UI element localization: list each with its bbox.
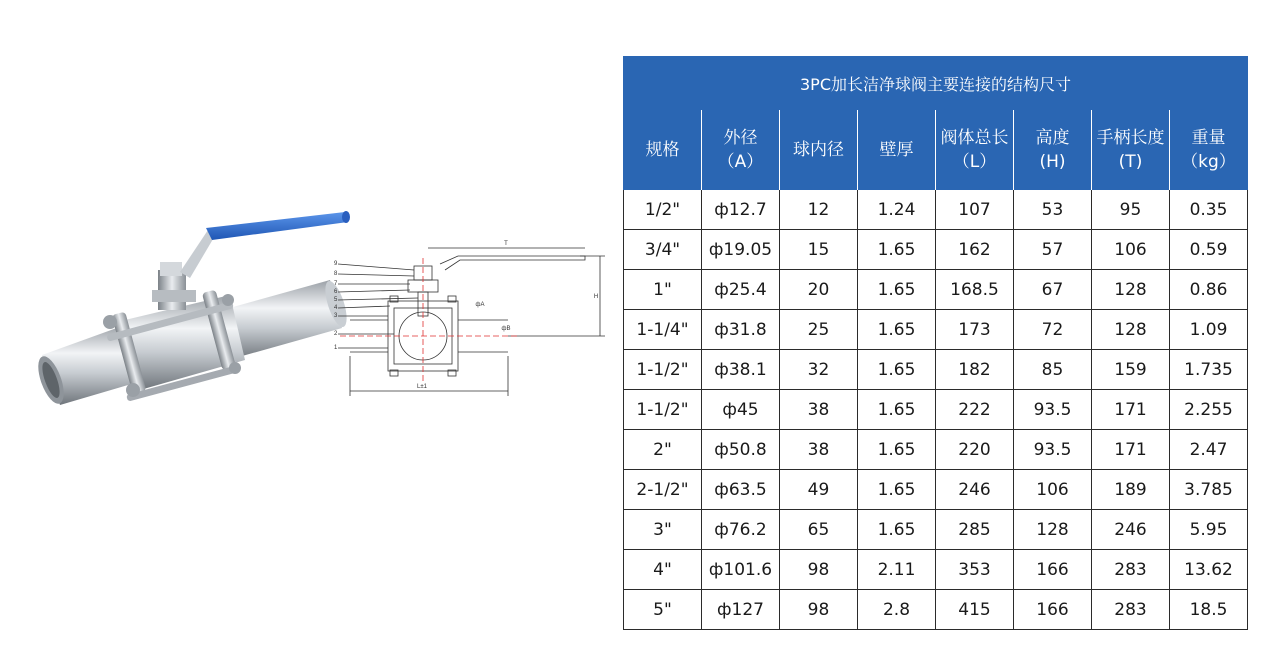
part-number: 5 xyxy=(334,297,338,303)
table-cell: 1.24 xyxy=(858,190,936,230)
table-cell: 220 xyxy=(936,430,1014,470)
dim-b-label: фB xyxy=(501,326,511,332)
table-cell: 67 xyxy=(1014,270,1092,310)
table-cell: 106 xyxy=(1092,230,1170,270)
table-cell: ф101.6 xyxy=(702,550,780,590)
table-cell: 353 xyxy=(936,550,1014,590)
table-cell: 57 xyxy=(1014,230,1092,270)
part-number: 1 xyxy=(334,345,338,351)
table-cell: 1.65 xyxy=(858,310,936,350)
table-row xyxy=(624,510,1248,550)
table-cell: 53 xyxy=(1014,190,1092,230)
table-row xyxy=(624,470,1248,510)
table-cell: 98 xyxy=(780,550,858,590)
table-cell: 20 xyxy=(780,270,858,310)
table-cell: 3.785 xyxy=(1170,470,1248,510)
table-cell: 168.5 xyxy=(936,270,1014,310)
table-row xyxy=(624,270,1248,310)
table-row xyxy=(624,590,1248,630)
table-cell: 159 xyxy=(1092,350,1170,390)
table-cell: 166 xyxy=(1014,550,1092,590)
header-size: 规格 xyxy=(624,110,702,191)
table-cell: 166 xyxy=(1014,590,1092,630)
table-cell: 128 xyxy=(1092,270,1170,310)
table-cell: 1.65 xyxy=(858,470,936,510)
table-cell: 93.5 xyxy=(1014,430,1092,470)
header-ball-bore: 球内径 xyxy=(780,110,858,191)
table-cell: 85 xyxy=(1014,350,1092,390)
table-cell: 18.5 xyxy=(1170,590,1248,630)
table-cell: ф127 xyxy=(702,590,780,630)
dim-a-label: фA xyxy=(475,302,485,308)
dim-length-label: L±1 xyxy=(417,384,427,390)
dimension-table xyxy=(623,56,1248,630)
table-cell: 4" xyxy=(624,550,702,590)
part-number: 4 xyxy=(334,305,338,311)
table-cell: 222 xyxy=(936,390,1014,430)
header-body-length: 阀体总长 （L） xyxy=(936,110,1014,191)
table-cell: 1.65 xyxy=(858,430,936,470)
table-cell: 162 xyxy=(936,230,1014,270)
table-cell: 246 xyxy=(1092,510,1170,550)
table-cell: 171 xyxy=(1092,430,1170,470)
table-cell: 173 xyxy=(936,310,1014,350)
table-header-row xyxy=(624,110,1248,191)
table-cell: 38 xyxy=(780,390,858,430)
table-cell: ф63.5 xyxy=(702,470,780,510)
table-cell: ф38.1 xyxy=(702,350,780,390)
table-cell: 25 xyxy=(780,310,858,350)
part-number: 9 xyxy=(334,261,338,267)
table-row xyxy=(624,430,1248,470)
table-cell: 1" xyxy=(624,270,702,310)
table-cell: 128 xyxy=(1014,510,1092,550)
table-cell: 106 xyxy=(1014,470,1092,510)
table-cell: ф45 xyxy=(702,390,780,430)
table-row xyxy=(624,190,1248,230)
table-row xyxy=(624,230,1248,270)
table-cell: 2.47 xyxy=(1170,430,1248,470)
table-cell: 182 xyxy=(936,350,1014,390)
table-cell: 15 xyxy=(780,230,858,270)
table-cell: 1.735 xyxy=(1170,350,1248,390)
table-cell: 0.59 xyxy=(1170,230,1248,270)
table-cell: 107 xyxy=(936,190,1014,230)
header-outer-diameter: 外径 （A） xyxy=(702,110,780,191)
table-row xyxy=(624,310,1248,350)
table-cell: 3/4" xyxy=(624,230,702,270)
table-cell: 1/2" xyxy=(624,190,702,230)
table-cell: 12 xyxy=(780,190,858,230)
table-cell: 415 xyxy=(936,590,1014,630)
table-cell: ф19.05 xyxy=(702,230,780,270)
table-cell: 1.09 xyxy=(1170,310,1248,350)
table-cell: 0.35 xyxy=(1170,190,1248,230)
table-cell: 65 xyxy=(780,510,858,550)
table-cell: 2.8 xyxy=(858,590,936,630)
table-title: 3PC加长洁净球阀主要连接的结构尺寸 xyxy=(624,57,1248,110)
table-cell: 2" xyxy=(624,430,702,470)
header-wall-thickness: 壁厚 xyxy=(858,110,936,191)
table-cell: 1.65 xyxy=(858,350,936,390)
table-cell: 1.65 xyxy=(858,510,936,550)
table-cell: 2.255 xyxy=(1170,390,1248,430)
part-number: 2 xyxy=(334,331,338,337)
table-cell: 0.86 xyxy=(1170,270,1248,310)
table-cell: ф76.2 xyxy=(702,510,780,550)
table-cell: 5.95 xyxy=(1170,510,1248,550)
ball-valve-photo xyxy=(30,200,360,430)
table-cell: 5" xyxy=(624,590,702,630)
table-body xyxy=(624,190,1248,630)
header-handle-length: 手柄长度 (T) xyxy=(1092,110,1170,191)
table-cell: 72 xyxy=(1014,310,1092,350)
dim-height-label: H xyxy=(593,294,599,300)
table-cell: 171 xyxy=(1092,390,1170,430)
table-cell: 2-1/2" xyxy=(624,470,702,510)
table-cell: ф50.8 xyxy=(702,430,780,470)
part-number: 7 xyxy=(334,281,338,287)
table-cell: 32 xyxy=(780,350,858,390)
table-cell: ф31.8 xyxy=(702,310,780,350)
table-cell: 13.62 xyxy=(1170,550,1248,590)
table-cell: 283 xyxy=(1092,550,1170,590)
table-cell: 189 xyxy=(1092,470,1170,510)
table-cell: 1.65 xyxy=(858,230,936,270)
table-cell: 283 xyxy=(1092,590,1170,630)
table-cell: 1-1/2" xyxy=(624,350,702,390)
header-height: 高度 (H) xyxy=(1014,110,1092,191)
table-row xyxy=(624,390,1248,430)
table-cell: 38 xyxy=(780,430,858,470)
table-cell: 1.65 xyxy=(858,390,936,430)
table-cell: 1-1/2" xyxy=(624,390,702,430)
table-cell: ф25.4 xyxy=(702,270,780,310)
table-row xyxy=(624,550,1248,590)
table-cell: 3" xyxy=(624,510,702,550)
valve-technical-drawing xyxy=(330,236,610,406)
table-cell: 1.65 xyxy=(858,270,936,310)
table-cell: ф12.7 xyxy=(702,190,780,230)
part-number: 3 xyxy=(334,313,338,319)
part-number: 6 xyxy=(334,289,338,295)
part-number: 8 xyxy=(334,271,338,277)
table-row xyxy=(624,350,1248,390)
table-cell: 49 xyxy=(780,470,858,510)
table-cell: 93.5 xyxy=(1014,390,1092,430)
header-weight: 重量 （kg） xyxy=(1170,110,1248,191)
table-cell: 128 xyxy=(1092,310,1170,350)
table-cell: 285 xyxy=(936,510,1014,550)
dim-handle-label: T xyxy=(504,241,508,247)
table-cell: 98 xyxy=(780,590,858,630)
table-cell: 1-1/4" xyxy=(624,310,702,350)
table-cell: 2.11 xyxy=(858,550,936,590)
table-cell: 95 xyxy=(1092,190,1170,230)
table-cell: 246 xyxy=(936,470,1014,510)
